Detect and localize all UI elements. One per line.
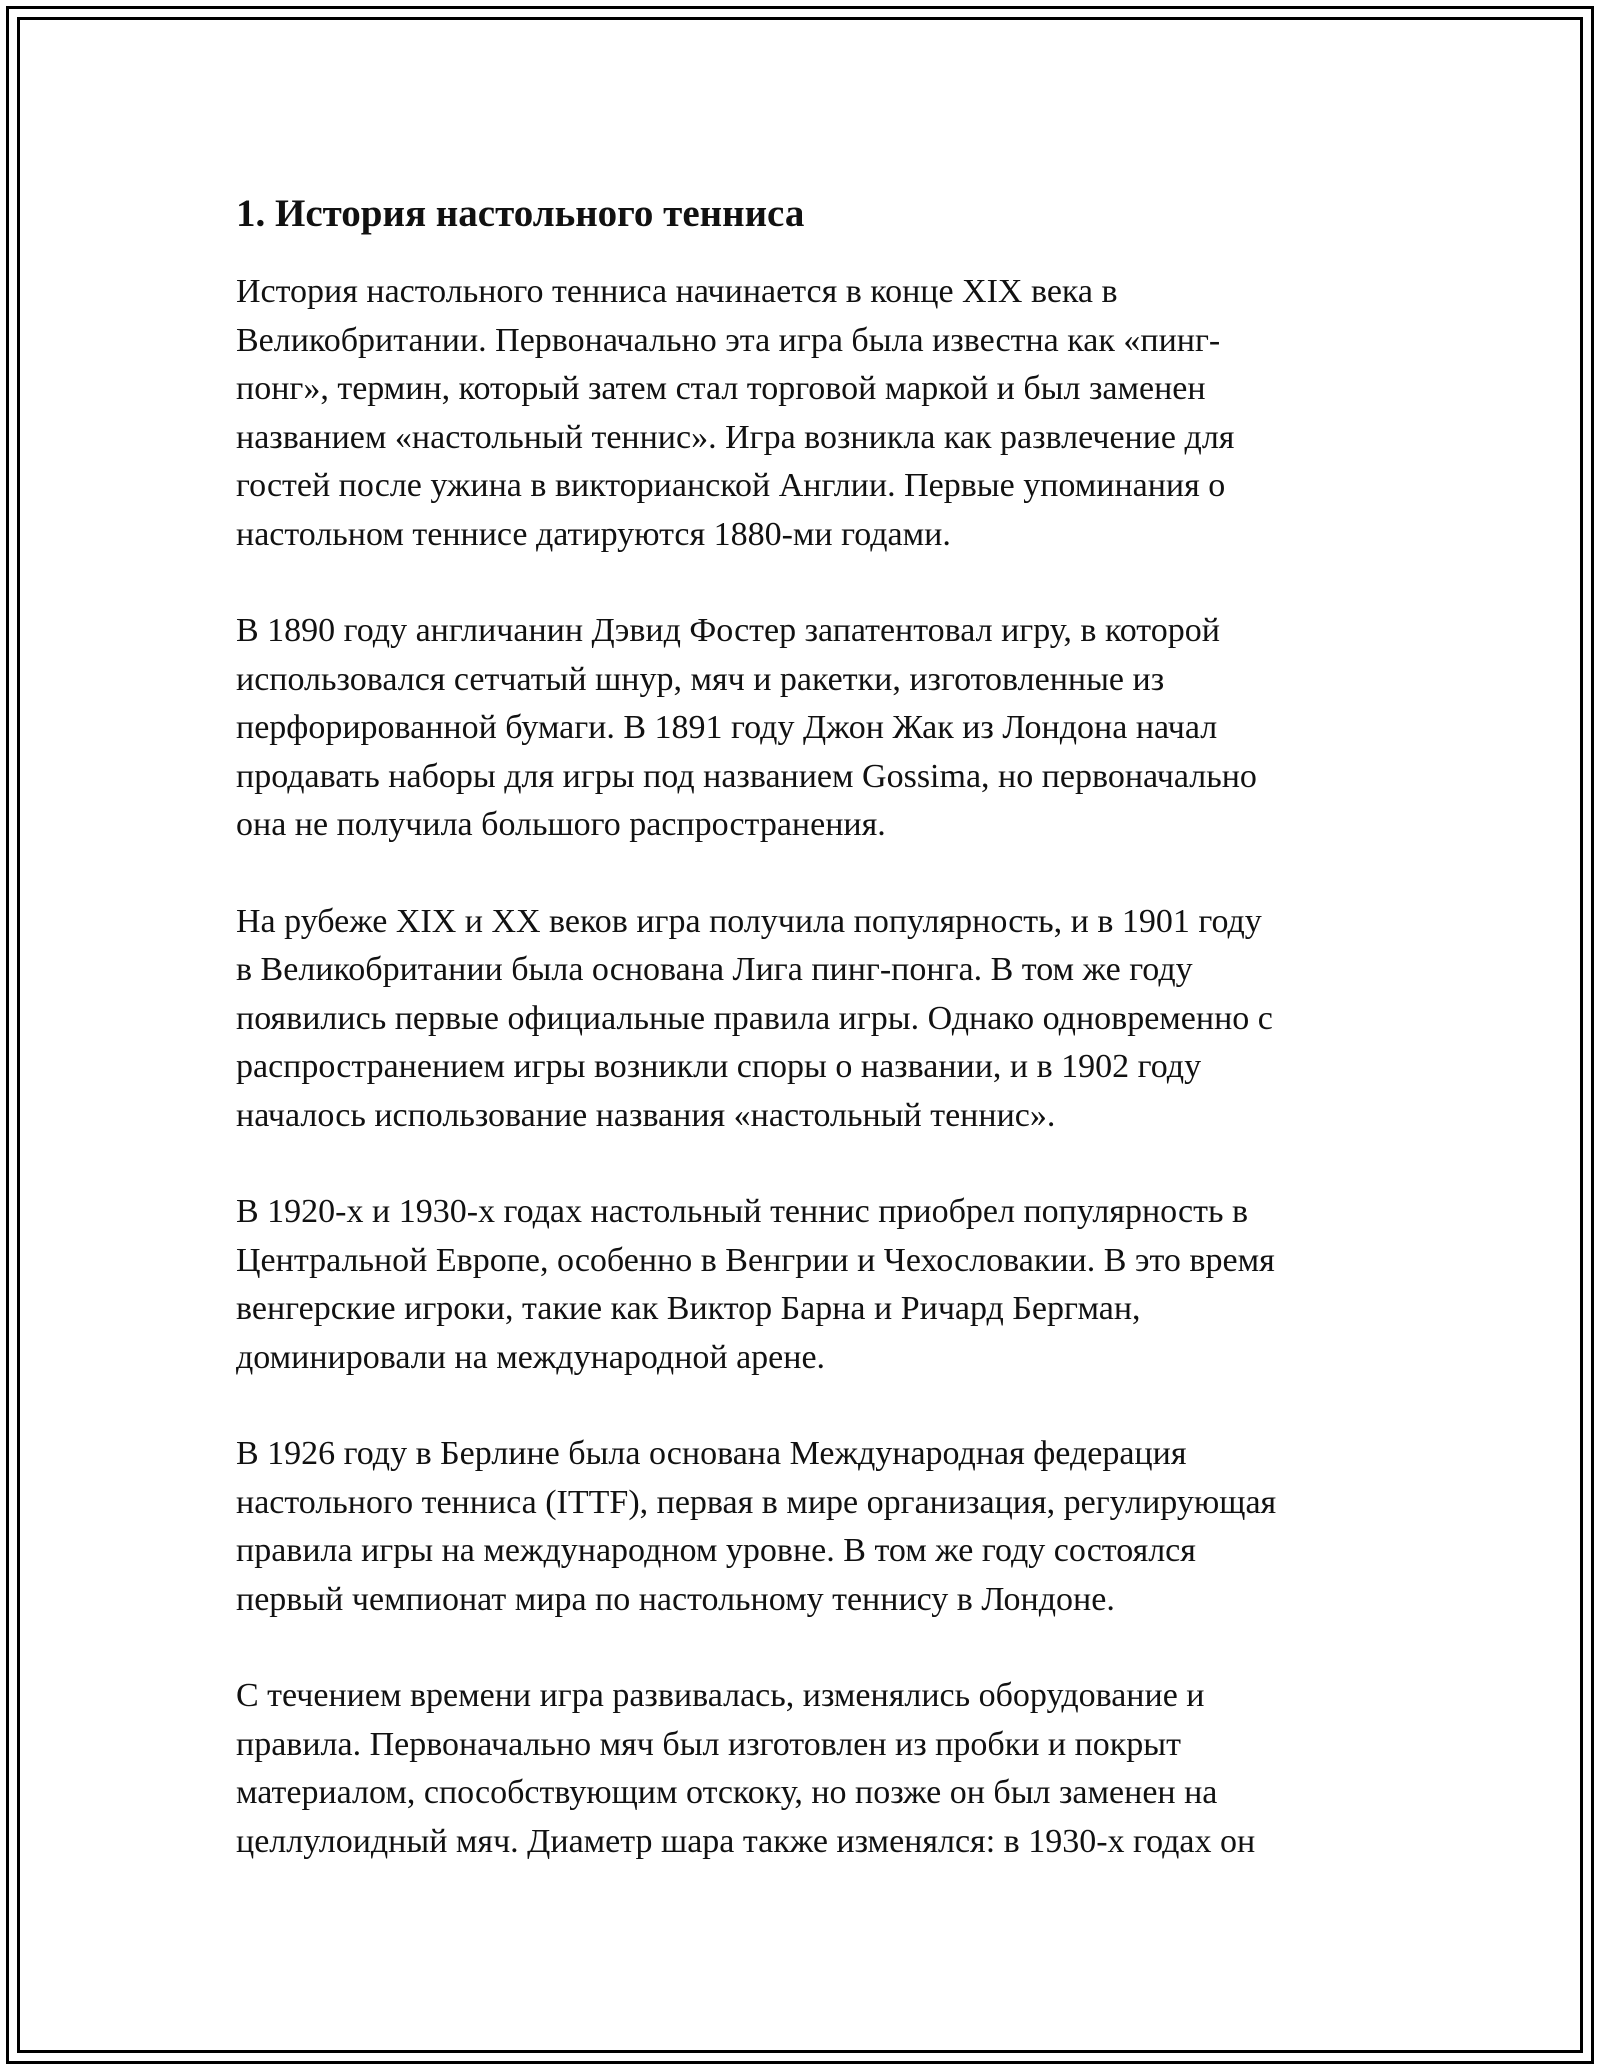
text-line: появились первые официальные правила игры. Однако одновременно с: [236, 999, 1273, 1037]
document-body: [236, 186, 1396, 1914]
text-line: правила. Первоначально мяч был изготовлен из пробки и покрыт: [236, 1725, 1181, 1763]
text-line: правила игры на международном уровне. В том же году состоялся: [236, 1532, 1196, 1569]
text-line: материалом, способствующим отскоку, но позже он был заменен на: [236, 1774, 1218, 1811]
text-line: понг», термин, который затем стал торговой маркой и был заменен: [236, 370, 1206, 407]
text-line: Великобритании. Первоначально эта игра была известна как «пинг-: [236, 321, 1221, 359]
text-line: настольном теннисе датируются 1880-ми годами.: [236, 515, 951, 553]
paragraph-3: [236, 898, 1396, 1141]
text-line: В 1890 году англичанин Дэвид Фостер запатентовал игру, в которой: [236, 612, 1220, 649]
section-title: 1. История настольного тенниса: [236, 192, 805, 235]
text-line: целлулоидный мяч. Диаметр шара также изменялся: в 1930-х годах он: [236, 1822, 1256, 1860]
text-line: первый чемпионат мира по настольному теннису в Лондоне.: [236, 1580, 1115, 1618]
paragraph-6: [236, 1672, 1396, 1866]
text-line: началось использование названия «настольный теннис».: [236, 1096, 1056, 1134]
text-line: В 1920-х и 1930-х годах настольный теннис приобрел популярность в: [236, 1193, 1248, 1230]
text-line: в Великобритании была основана Лига пинг-понга. В том же году: [236, 951, 1193, 988]
text-line: продавать наборы для игры под названием Gossima, но первоначально: [236, 757, 1257, 795]
text-line: История настольного тенниса начинается в конце XIX века в: [236, 273, 1118, 310]
text-line: доминировали на международной арене.: [236, 1338, 826, 1376]
text-line: распространением игры возникли споры о названии, и в 1902 году: [236, 1048, 1202, 1085]
text-line: гостей после ужина в викторианской Англии. Первые упоминания о: [236, 467, 1226, 504]
text-line: перфорированной бумаги. В 1891 году Джон Жак из Лондона начал: [236, 709, 1218, 746]
paragraph-2: [236, 607, 1396, 850]
text-line: использовался сетчатый шнур, мяч и ракетки, изготовленные из: [236, 660, 1165, 698]
text-line: она не получила большого распространения.: [236, 806, 886, 843]
text-line: Центральной Европе, особенно в Венгрии и Чехословакии. В это время: [236, 1241, 1275, 1279]
paragraph-4: [236, 1188, 1396, 1382]
text-line: настольного тенниса (ITTF), первая в мире организация, регулирующая: [236, 1483, 1277, 1521]
text-line: На рубеже XIX и XX веков игра получила популярность, и в 1901 году: [236, 902, 1262, 940]
paragraph-5: [236, 1430, 1396, 1624]
text-line: В 1926 году в Берлине была основана Международная федерация: [236, 1435, 1187, 1472]
text-line: названием «настольный теннис». Игра возникла как развлечение для: [236, 418, 1235, 456]
text-line: венгерские игроки, такие как Виктор Барна и Ричард Бергман,: [236, 1290, 1141, 1327]
paragraph-1: [236, 268, 1396, 559]
text-line: С течением времени игра развивалась, изменялись оборудование и: [236, 1677, 1205, 1714]
